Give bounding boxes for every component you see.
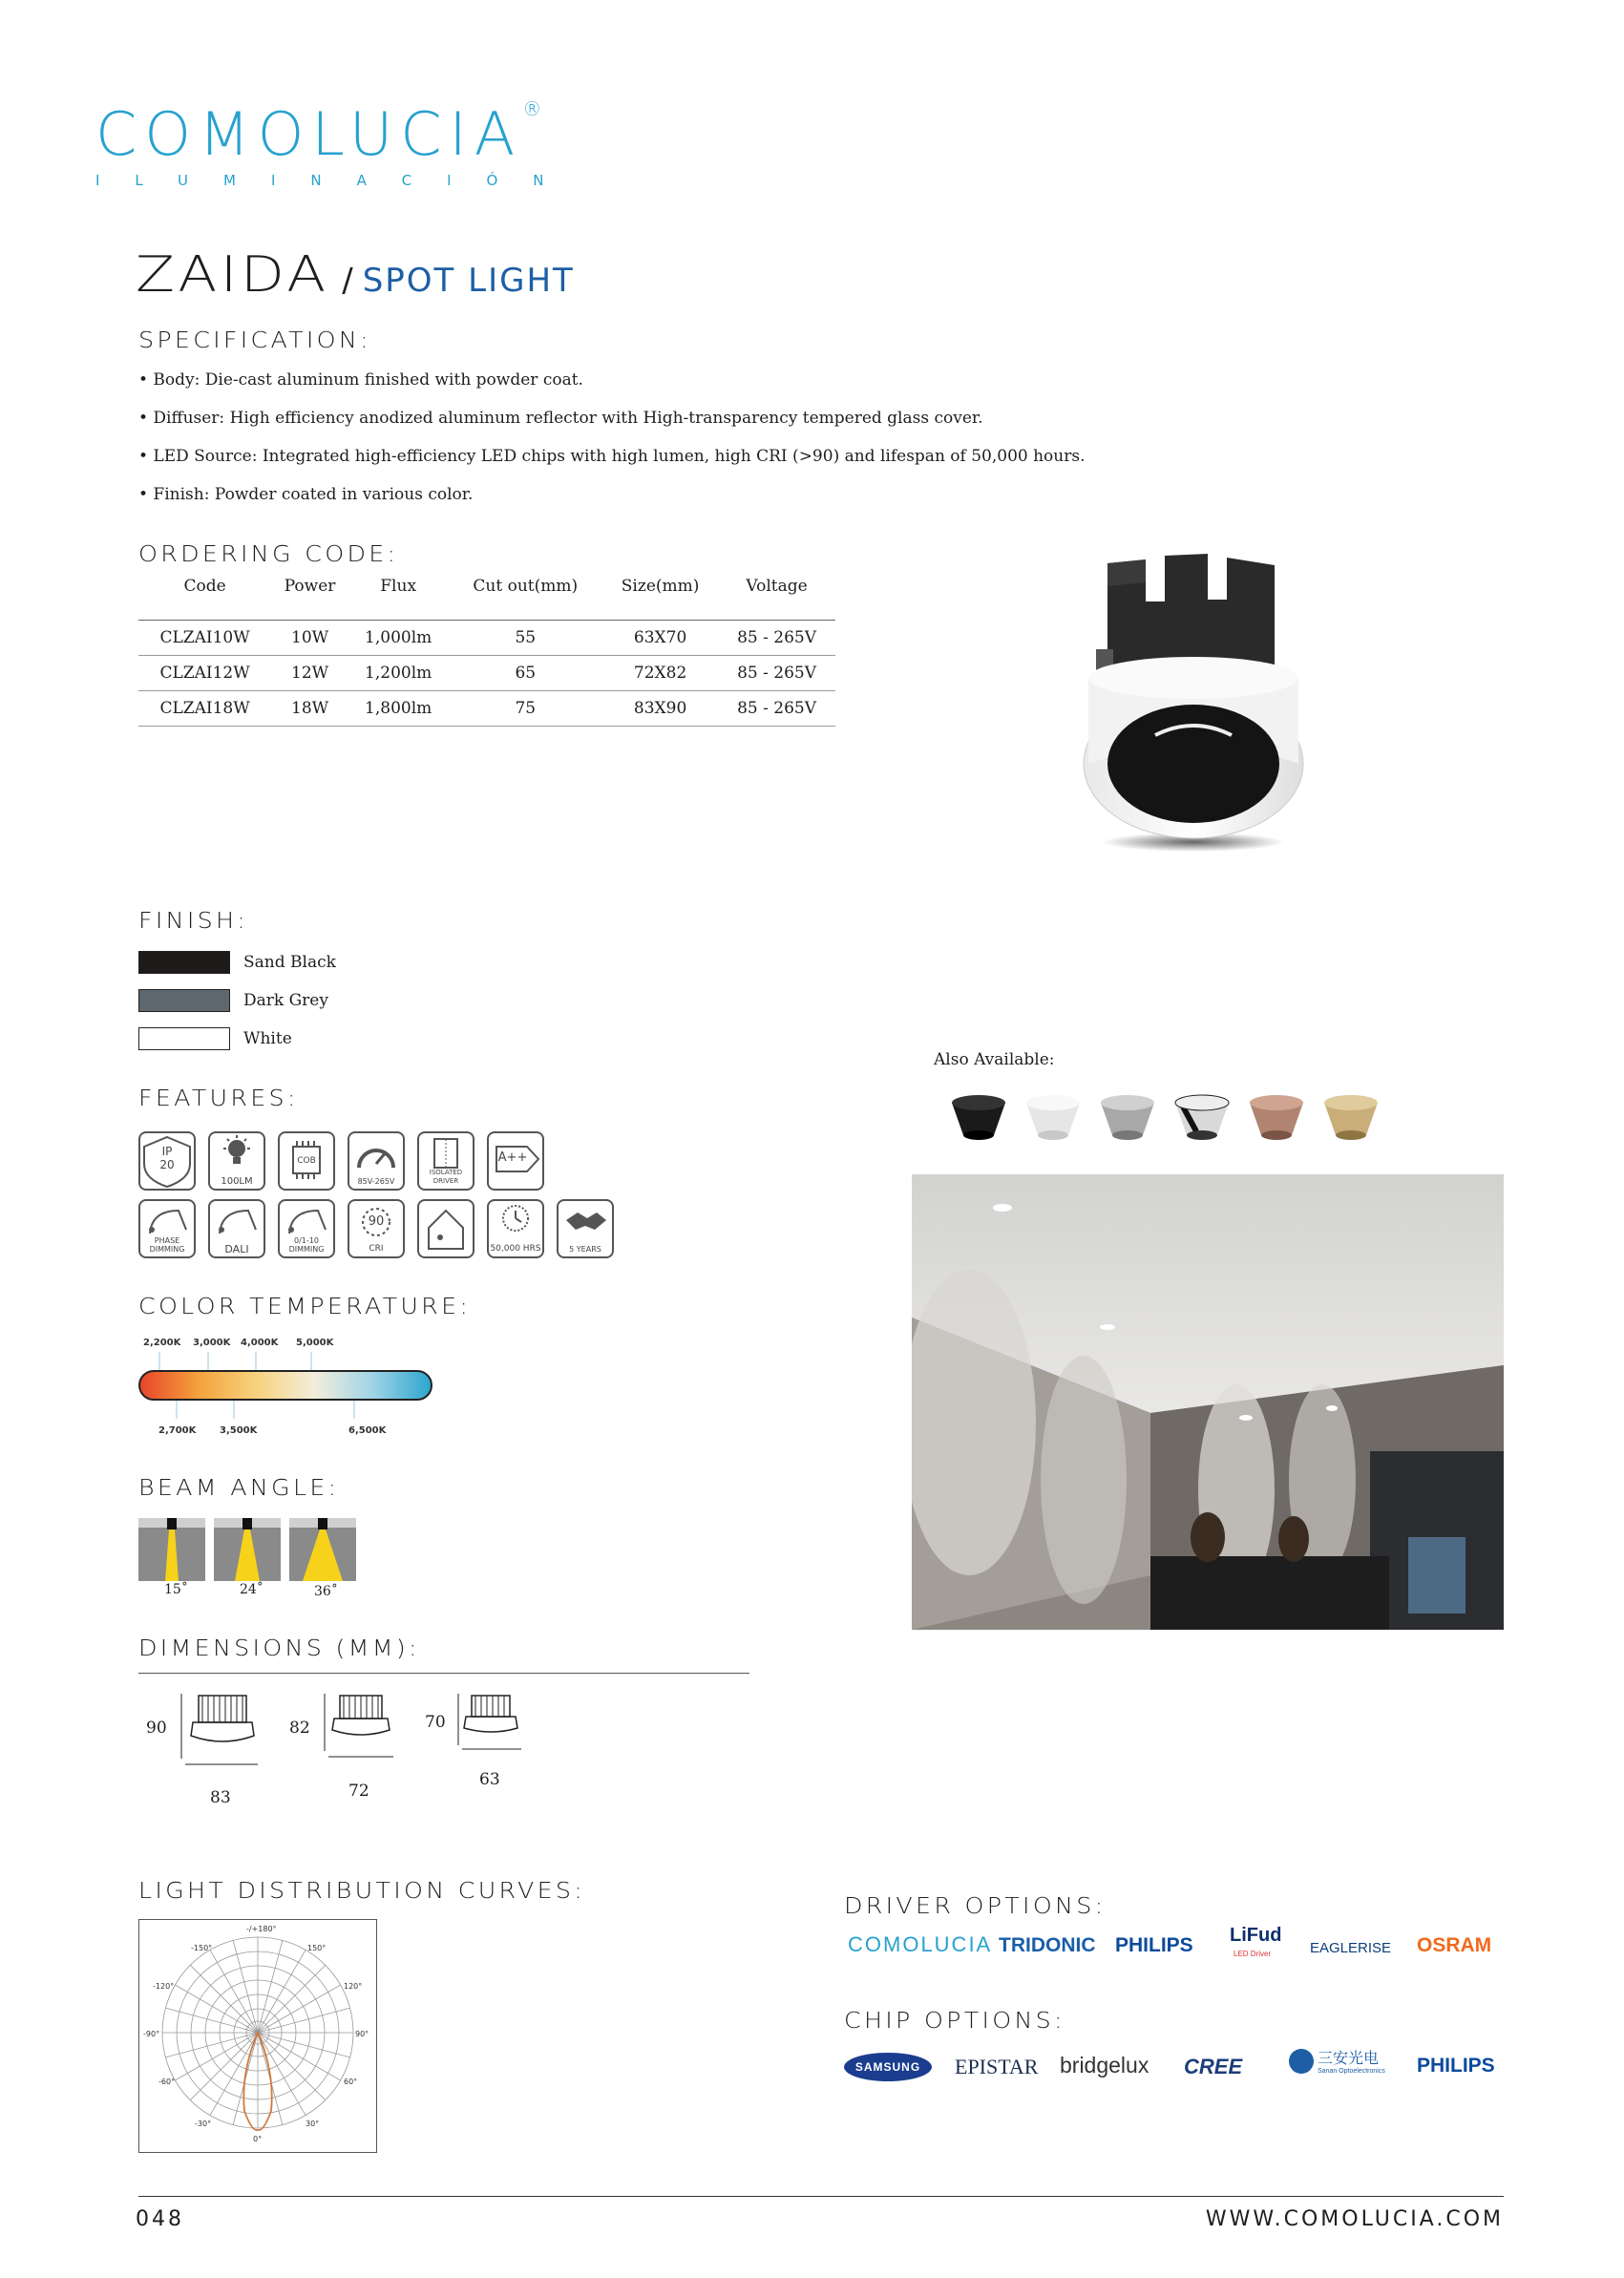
ct-top-label: 4,000K: [241, 1338, 279, 1348]
polar-spoke: [210, 2033, 258, 2116]
polar-spoke: [258, 2033, 350, 2057]
polar-spoke: [258, 2008, 350, 2033]
features-title: FEATURES:: [138, 1086, 299, 1111]
chip-brand-philips: PHILIPS: [1417, 2055, 1495, 2077]
page-number: 048: [136, 2207, 184, 2231]
phase-dimming-icon: [138, 1199, 196, 1258]
table-row: [138, 691, 835, 727]
chip-brand-samsung-logo: [844, 2053, 932, 2081]
beam-angle-label: 24˚: [240, 1582, 264, 1597]
finish-title: FINISH:: [138, 909, 249, 934]
spec-item: • Body: Die-cast aluminum finished with powder coat.: [138, 370, 583, 390]
cob-text: COB: [297, 1156, 316, 1166]
dimensions-title: DIMENSIONS (MM):: [138, 1636, 420, 1661]
dimension-drawing-12w: [315, 1690, 411, 1781]
ct-bottom-label: 2,700K: [158, 1425, 197, 1436]
ct-bottom-label: 6,500K: [348, 1425, 387, 1436]
dimension-height: 90: [146, 1719, 167, 1738]
color-temperature-title: COLOR TEMPERATURE:: [138, 1295, 472, 1319]
beam-15-diagram: [138, 1518, 205, 1581]
logo-text: COMOLUCIA: [95, 99, 523, 169]
table-cell: 85 - 265V: [718, 656, 835, 691]
table-cell: 65: [448, 656, 602, 691]
polar-spoke: [258, 1950, 306, 2033]
cri-caption: CRI: [369, 1244, 384, 1254]
table-cell: 1,800lm: [348, 691, 449, 727]
finish-label: Sand Black: [243, 953, 336, 972]
dimension-height: 70: [425, 1713, 446, 1732]
polar-spoke: [165, 2008, 258, 2033]
polar-chart: [139, 1920, 376, 2152]
table-cell: 12W: [271, 656, 348, 691]
also-available-label: Also Available:: [934, 1050, 1055, 1069]
reflector-chrome: [1175, 1095, 1229, 1140]
angle-label: 60°: [344, 2078, 358, 2086]
dimension-drawing-18w: [172, 1690, 277, 1785]
angle-label: -/+180°: [246, 1925, 277, 1933]
table-cell: 75: [448, 691, 602, 727]
ct-top-label: 5,000K: [296, 1338, 334, 1348]
cob-chip-icon: [278, 1131, 335, 1191]
finish-option: [138, 1027, 292, 1050]
ip20-icon: [138, 1131, 196, 1191]
ordering-table: [138, 571, 835, 727]
beam-24-diagram: [214, 1518, 281, 1581]
spec-item: • Finish: Powder coated in various color.: [138, 485, 474, 504]
angle-label: 120°: [344, 1982, 363, 1991]
dimming-caption: 0/1-10 DIMMING: [288, 1236, 325, 1254]
spec-item: • LED Source: Integrated high-efficiency LED chips with high lumen, high CRI (>90) and lifespan of 50,000 hours.: [138, 447, 1086, 466]
dimension-width: 83: [210, 1788, 231, 1807]
product-name: ZAIDA: [136, 246, 329, 304]
col-header: Flux: [348, 571, 449, 621]
ct-top-label: 2,200K: [143, 1338, 181, 1348]
reflector-black: [952, 1095, 1005, 1140]
table-cell: 72X82: [602, 656, 718, 691]
driver-brand-osram: OSRAM: [1417, 1934, 1492, 1956]
reflector-color-options: [950, 1093, 1389, 1150]
polar-chart-frame: [138, 1919, 377, 2153]
chip-brand-cree: CREE: [1184, 2055, 1243, 2078]
table-cell: 83X90: [602, 691, 718, 727]
footer-divider: [138, 2196, 1504, 2197]
driver-options-title: DRIVER OPTIONS:: [844, 1894, 1107, 1919]
table-cell: 63X70: [602, 621, 718, 656]
indoor-icon: [417, 1199, 475, 1258]
dimension-width: 72: [348, 1782, 369, 1801]
warranty-caption: 5 YEARS: [569, 1245, 601, 1254]
spec-item: • Diffuser: High efficiency anodized aluminum reflector with High-transparency tempered glass cover.: [138, 409, 983, 428]
polar-spoke: [258, 1940, 283, 2033]
specification-title: SPECIFICATION:: [138, 328, 371, 353]
light-distribution-title: LIGHT DISTRIBUTION CURVES:: [138, 1879, 586, 1904]
table-cell: CLZAI18W: [138, 691, 271, 727]
isolated-driver-icon: [417, 1131, 475, 1191]
beam-angle-title: BEAM ANGLE:: [138, 1476, 340, 1501]
logo-wordmark: [95, 97, 580, 169]
warranty-icon: [557, 1199, 614, 1258]
col-header: Code: [138, 571, 271, 621]
col-header: Voltage: [718, 571, 835, 621]
table-row: [138, 621, 835, 656]
finish-label: White: [243, 1029, 292, 1048]
beam-angle-label: 15˚: [164, 1582, 188, 1597]
angle-label: -90°: [143, 2030, 160, 2038]
interior-photo: [912, 1174, 1504, 1630]
dali-icon: [208, 1199, 265, 1258]
lifespan-caption: 50,000 HRS: [490, 1244, 541, 1254]
reflector-silver: [1101, 1095, 1154, 1140]
chip-brand-bridgelux: bridgelux: [1060, 2053, 1149, 2078]
website-link[interactable]: WWW.COMOLUCIA.COM: [1205, 2207, 1504, 2231]
lifud-subtitle: LED Driver: [1234, 1950, 1272, 1958]
polar-spoke: [258, 1985, 341, 2033]
dimension-width: 63: [479, 1770, 500, 1789]
dimension-height: 82: [289, 1719, 310, 1738]
chip-brand-samsung: SAMSUNG: [854, 2060, 921, 2074]
dimension-drawing-10w: [449, 1690, 535, 1776]
reflector-rose-gold: [1250, 1095, 1303, 1140]
cri-icon: [348, 1199, 405, 1258]
table-cell: 85 - 265V: [718, 691, 835, 727]
ordering-code-title: ORDERING CODE:: [138, 542, 399, 567]
polar-spoke: [210, 1950, 258, 2033]
voltage-icon: [348, 1131, 405, 1191]
sanan-logo-icon: [1289, 2049, 1314, 2074]
table-header-row: [138, 571, 835, 621]
dimensions-divider: [138, 1673, 749, 1674]
angle-label: -60°: [158, 2078, 176, 2086]
angle-label: -120°: [153, 1982, 175, 1991]
col-header: Size(mm): [602, 571, 718, 621]
chip-options-title: CHIP OPTIONS:: [844, 2009, 1065, 2034]
product-title: [136, 246, 575, 304]
sanan-subtitle: Sanan Optoelectronics: [1318, 2068, 1385, 2075]
beam-angle-label: 36˚: [314, 1584, 338, 1599]
energy-class-text: A++: [497, 1150, 528, 1165]
ip-rating-text: IP 20: [159, 1145, 175, 1171]
table-cell: 85 - 265V: [718, 621, 835, 656]
lifespan-icon: [487, 1199, 544, 1258]
ct-bottom-label: 3,500K: [220, 1425, 258, 1436]
ct-top-label: 3,000K: [193, 1338, 231, 1348]
angle-label: 30°: [306, 2120, 320, 2128]
dali-caption: DALI: [224, 1243, 249, 1255]
lumen-caption: 100LM: [221, 1176, 253, 1187]
polar-spoke: [165, 2033, 258, 2057]
table-cell: CLZAI12W: [138, 656, 271, 691]
finish-swatch-dark-grey: [138, 989, 230, 1012]
driver-brand-tridonic: TRIDONIC: [999, 1934, 1096, 1956]
driver-brand-philips: PHILIPS: [1115, 1934, 1193, 1956]
isolated-driver-caption: ISOLATED DRIVER: [429, 1169, 463, 1185]
product-type: SPOT LIGHT: [362, 262, 575, 300]
table-cell: 18W: [271, 691, 348, 727]
dimming-0-10-icon: [278, 1199, 335, 1258]
polar-spoke: [175, 1985, 258, 2033]
product-image: [1069, 544, 1318, 859]
cri-value: 90: [368, 1214, 385, 1229]
angle-label: -150°: [191, 1944, 213, 1952]
color-temperature-scale: [138, 1352, 434, 1428]
driver-brand-comolucia: COMOLUCIA: [848, 1932, 993, 1956]
bulb-icon: [208, 1131, 265, 1191]
brand-logo: [95, 97, 580, 189]
angle-label: 90°: [355, 2030, 369, 2038]
polar-spoke: [233, 1940, 258, 2033]
col-header: Cut out(mm): [448, 571, 602, 621]
finish-swatch-white: [138, 1027, 230, 1050]
finish-label: Dark Grey: [243, 991, 328, 1010]
product-separator: /: [342, 262, 353, 300]
table-cell: 1,000lm: [348, 621, 449, 656]
table-cell: 55: [448, 621, 602, 656]
table-cell: 10W: [271, 621, 348, 656]
chip-brand-sanan: 三安光电: [1318, 2051, 1380, 2067]
reflector-white: [1026, 1095, 1080, 1140]
voltage-caption: 85V-265V: [357, 1177, 395, 1186]
registered-mark: ®: [522, 97, 550, 120]
driver-brand-lifud: LiFud: [1230, 1925, 1282, 1946]
table-cell: 1,200lm: [348, 656, 449, 691]
table-cell: CLZAI10W: [138, 621, 271, 656]
finish-option: [138, 989, 328, 1012]
reflector-gold: [1324, 1095, 1378, 1140]
angle-label: 150°: [307, 1944, 327, 1952]
energy-class-icon: [487, 1131, 544, 1191]
phase-dimming-caption: PHASE DIMMING: [149, 1236, 185, 1254]
driver-brand-eaglerise: EAGLERISE: [1310, 1940, 1392, 1956]
logo-subtitle: ILUMINACIÓN: [95, 172, 580, 189]
table-row: [138, 656, 835, 691]
finish-swatch-sand-black: [138, 951, 230, 974]
angle-label: -30°: [195, 2120, 212, 2128]
chip-brand-epistar: EPISTAR: [955, 2055, 1039, 2078]
polar-spoke: [258, 2033, 306, 2116]
beam-36-diagram: [289, 1518, 356, 1581]
col-header: Power: [271, 571, 348, 621]
angle-label: 0°: [253, 2135, 263, 2143]
finish-option: [138, 951, 336, 974]
